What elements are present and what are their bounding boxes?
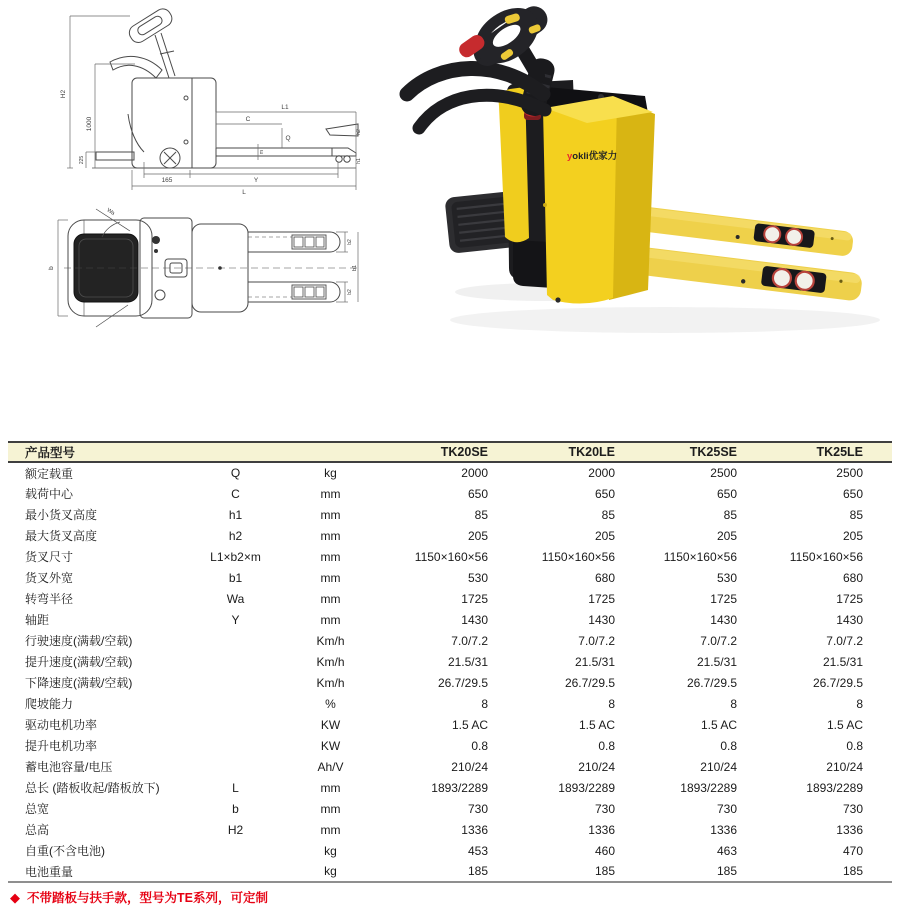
- dim-label-b2-top: b2: [347, 239, 353, 245]
- spec-value-cell-tk20se: 205: [467, 528, 488, 543]
- side-dimension-lines: [67, 16, 356, 190]
- spec-value-cell-tk25le: 1.5 AC: [826, 717, 863, 732]
- spec-value-cell-tk25se: 205: [716, 528, 737, 543]
- spec-value-cell-tk20le: 2000: [588, 466, 615, 480]
- spec-symbol-cell: Wa: [226, 591, 245, 606]
- table-row: [8, 525, 892, 546]
- spec-name-cell: 蓄电池容量/电压: [25, 760, 113, 774]
- spec-unit-cell: mm: [320, 822, 341, 837]
- spec-symbol-cell: Q: [230, 466, 241, 480]
- spec-value-cell-tk20se: 0.8: [471, 738, 488, 753]
- battery-cover: [543, 96, 655, 304]
- spec-name-cell: 总宽: [25, 802, 50, 816]
- spec-value-cell-tk25se: 1893/2289: [680, 780, 737, 795]
- table-row: [8, 798, 892, 819]
- table-row: [8, 630, 892, 651]
- diamond-bullet-icon: ◆: [10, 889, 20, 905]
- spec-value-cell-tk25le: 8: [856, 696, 863, 711]
- spec-name-cell: 行驶速度(满载/空载): [25, 634, 133, 648]
- spec-value-cell-tk20se: 8: [481, 696, 488, 711]
- spec-value-cell-tk20le: 1893/2289: [558, 780, 615, 795]
- table-row: [8, 840, 892, 861]
- spec-symbol-cell: [188, 735, 283, 756]
- spec-unit-cell: %: [325, 696, 336, 711]
- spec-name-cell: 货叉尺寸: [25, 550, 74, 564]
- spec-value-cell-tk20le: 1336: [588, 822, 615, 837]
- spec-value-cell-tk25se: 210/24: [700, 759, 737, 774]
- spec-value-cell-tk20se: 21.5/31: [447, 654, 488, 669]
- table-row: [8, 462, 892, 483]
- spec-value-cell-tk20se: 1893/2289: [431, 780, 488, 795]
- dim-label-b: b: [48, 266, 55, 270]
- brand-logo-text: okli优家力: [572, 151, 618, 162]
- side-dimension-labels: [60, 89, 362, 196]
- spec-unit-cell: KW: [320, 717, 341, 732]
- spec-value-cell-tk25se: 1725: [710, 591, 737, 606]
- model-column-header-tk20se: TK20SE: [378, 442, 488, 462]
- table-row: [8, 504, 892, 525]
- spec-value-cell-tk20se: 1.5 AC: [451, 717, 488, 732]
- dim-label-Q: Q: [285, 135, 291, 142]
- table-row: [8, 714, 892, 735]
- spec-symbol-cell: [188, 693, 283, 714]
- spec-value-cell-tk20se: 7.0/7.2: [451, 633, 488, 648]
- spec-name-cell: 爬坡能力: [25, 697, 74, 711]
- spec-value-cell-tk20le: 650: [594, 486, 615, 501]
- spec-value-cell-tk25se: 7.0/7.2: [700, 633, 737, 648]
- table-row: [8, 546, 892, 567]
- table-row: [8, 735, 892, 756]
- header-unit-col: [283, 442, 378, 462]
- header-product-model: 产品型号: [8, 442, 188, 462]
- spec-value-cell-tk25le: 205: [842, 528, 863, 543]
- spec-symbol-cell: [188, 714, 283, 735]
- dim-label-165: 165: [161, 177, 173, 184]
- spec-value-cell-tk25le: 2500: [836, 466, 863, 480]
- spec-value-cell-tk25se: 8: [730, 696, 737, 711]
- spec-value-cell-tk20le: 1430: [588, 612, 615, 627]
- spec-name-cell: 最小货叉高度: [25, 508, 98, 522]
- spec-unit-cell: kg: [283, 861, 378, 882]
- spec-value-cell-tk20se: 530: [467, 570, 488, 585]
- fork-upper: [637, 206, 854, 257]
- table-row: [8, 693, 892, 714]
- table-row: [8, 777, 892, 798]
- spec-value-cell-tk25le: 7.0/7.2: [826, 633, 863, 648]
- model-column-header-tk25se: TK25SE: [615, 442, 737, 462]
- spec-unit-cell: Ah/V: [317, 759, 344, 774]
- model-column-header-tk25le: TK25LE: [737, 442, 892, 462]
- spec-unit-cell: mm: [320, 780, 341, 795]
- spec-symbol-cell: [188, 672, 283, 693]
- spec-value-cell-tk20se: 26.7/29.5: [437, 675, 488, 690]
- spec-value-cell-tk25se: 21.5/31: [696, 654, 737, 669]
- table-body: [8, 462, 892, 882]
- table-row: [8, 588, 892, 609]
- fork-lower: [631, 246, 863, 302]
- spec-value-cell-tk25se: 185: [615, 861, 737, 882]
- spec-table: [8, 441, 892, 883]
- spec-symbol-cell: b1: [228, 570, 243, 585]
- spec-name-cell: 提升速度(满载/空载): [25, 655, 133, 669]
- spec-unit-cell: Km/h: [316, 675, 345, 690]
- spec-unit-cell: mm: [320, 591, 341, 606]
- spec-value-cell-tk25se: 1430: [710, 612, 737, 627]
- spec-symbol-cell: b: [232, 801, 239, 816]
- dim-label-C: C: [245, 116, 251, 123]
- spec-value-cell-tk25se: 1150×160×56: [663, 549, 737, 564]
- spec-value-cell-tk20se: 85: [474, 507, 488, 522]
- dim-label-1000: 1000: [86, 116, 93, 132]
- dim-label-Wa: Wa: [105, 207, 116, 217]
- spec-value-cell-tk20le: 460: [594, 843, 615, 858]
- spec-name-cell: 转弯半径: [25, 592, 74, 606]
- spec-value-cell-tk25le: 1725: [836, 591, 863, 606]
- table-row: [8, 672, 892, 693]
- spec-value-cell-tk25le: 26.7/29.5: [812, 675, 863, 690]
- dim-label-L: L: [242, 189, 246, 196]
- dim-label-m: m: [259, 149, 265, 155]
- spec-value-cell-tk25se: 650: [716, 486, 737, 501]
- spec-name-cell: 总长 (踏板收起/踏板放下): [25, 781, 160, 795]
- spec-unit-cell: mm: [320, 801, 341, 816]
- spec-value-cell-tk25le: 185: [737, 861, 892, 882]
- brand-logo-initial: y: [567, 151, 573, 162]
- spec-name-cell: 提升电机功率: [25, 739, 98, 753]
- spec-symbol-cell: L: [232, 780, 239, 795]
- spec-value-cell-tk20le: 7.0/7.2: [578, 633, 615, 648]
- spec-value-cell-tk25le: 470: [842, 843, 863, 858]
- dim-label-b1: b1: [352, 264, 358, 272]
- table-row: [8, 651, 892, 672]
- spec-unit-cell: mm: [320, 612, 341, 627]
- spec-unit-cell: mm: [320, 486, 341, 501]
- spec-value-cell-tk25se: 26.7/29.5: [686, 675, 737, 690]
- spec-value-cell-tk20le: 21.5/31: [574, 654, 615, 669]
- spec-value-cell-tk25le: 0.8: [846, 738, 863, 753]
- dim-label-225: 225: [79, 155, 85, 165]
- spec-unit-cell: kg: [324, 466, 337, 480]
- spec-value-cell-tk25le: 210/24: [826, 759, 863, 774]
- spec-unit-cell: Km/h: [316, 633, 345, 648]
- technical-drawings: [40, 2, 362, 340]
- spec-value-cell-tk20le: 1725: [588, 591, 615, 606]
- spec-symbol-cell: L1×b2×m: [210, 549, 261, 564]
- spec-value-cell-tk25le: 85: [849, 507, 863, 522]
- spec-value-cell-tk20le: 85: [601, 507, 615, 522]
- table-row: [8, 567, 892, 588]
- spec-value-cell-tk25le: 1150×160×56: [789, 549, 863, 564]
- table-header-row: [8, 442, 892, 462]
- table-row: [8, 819, 892, 840]
- spec-value-cell-tk20le: 210/24: [578, 759, 615, 774]
- table-row: [8, 609, 892, 630]
- spec-name-cell: 电池重量: [8, 861, 188, 882]
- spec-value-cell-tk20se: 210/24: [451, 759, 488, 774]
- spec-value-cell-tk20se: 185: [378, 861, 488, 882]
- spec-symbol-cell: h1: [228, 507, 243, 522]
- spec-unit-cell: mm: [320, 570, 341, 585]
- spec-value-cell-tk20se: 730: [467, 801, 488, 816]
- pallet-truck-illustration: [395, 0, 895, 348]
- spec-value-cell-tk25le: 1893/2289: [806, 780, 863, 795]
- dim-label-H2: H2: [60, 89, 67, 99]
- spec-symbol-cell: H2: [227, 822, 244, 837]
- brand-logo: [567, 150, 617, 162]
- spec-symbol-cell: h2: [228, 528, 243, 543]
- dim-label-h1: h1: [356, 158, 362, 164]
- dim-label-L1: L1: [281, 104, 289, 111]
- spec-value-cell-tk20le: 730: [594, 801, 615, 816]
- spec-name-cell: 额定载重: [25, 466, 74, 481]
- spec-unit-cell: kg: [324, 843, 337, 858]
- drawing-tiller-head: [126, 6, 175, 46]
- spec-value-cell-tk20se: 2000: [461, 466, 488, 480]
- spec-value-cell-tk25le: 650: [842, 486, 863, 501]
- spec-symbol-cell: [188, 630, 283, 651]
- spec-value-cell-tk20le: 185: [488, 861, 615, 882]
- spec-value-cell-tk25le: 1430: [836, 612, 863, 627]
- spec-value-cell-tk20le: 1.5 AC: [578, 717, 615, 732]
- spec-symbol-cell: [188, 840, 283, 861]
- spec-value-cell-tk25se: 2500: [710, 466, 737, 480]
- spec-value-cell-tk20le: 8: [608, 696, 615, 711]
- spec-value-cell-tk20se: 453: [467, 843, 488, 858]
- technical-drawings-svg: [40, 2, 362, 340]
- spec-value-cell-tk20se: 1430: [461, 612, 488, 627]
- spec-value-cell-tk20le: 0.8: [598, 738, 615, 753]
- spec-name-cell: 载荷中心: [25, 487, 74, 501]
- dim-label-h2: h2: [356, 129, 362, 135]
- spec-value-cell-tk25le: 730: [842, 801, 863, 816]
- spec-value-cell-tk20le: 680: [594, 570, 615, 585]
- spec-value-cell-tk20le: 1150×160×56: [541, 549, 615, 564]
- table-row: [8, 861, 892, 882]
- footnote: [10, 888, 268, 906]
- spec-value-cell-tk25se: 0.8: [720, 738, 737, 753]
- spec-name-cell: 自重(不含电池): [25, 844, 105, 858]
- table-row: [8, 483, 892, 504]
- spec-name-cell: 轴距: [25, 613, 50, 627]
- spec-symbol-cell: [188, 756, 283, 777]
- spec-name-cell: 下降速度(满载/空载): [25, 676, 133, 690]
- spec-value-cell-tk25se: 730: [716, 801, 737, 816]
- spec-value-cell-tk25le: 680: [842, 570, 863, 585]
- product-photo: [395, 0, 895, 348]
- shadow: [450, 307, 880, 333]
- spec-symbol-cell: [188, 651, 283, 672]
- header-symbol-col: [188, 442, 283, 462]
- model-column-header-tk20le: TK20LE: [488, 442, 615, 462]
- spec-value-cell-tk20le: 26.7/29.5: [564, 675, 615, 690]
- spec-unit-cell: mm: [320, 507, 341, 522]
- spec-value-cell-tk25le: 21.5/31: [822, 654, 863, 669]
- spec-symbol-cell: [188, 861, 283, 882]
- spec-name-cell: 驱动电机功率: [25, 718, 98, 732]
- spec-value-cell-tk20se: 1336: [461, 822, 488, 837]
- spec-value-cell-tk20se: 650: [467, 486, 488, 501]
- dim-label-Y: Y: [253, 177, 259, 184]
- spec-unit-cell: Km/h: [316, 654, 345, 669]
- spec-value-cell-tk25se: 1336: [710, 822, 737, 837]
- spec-unit-cell: mm: [320, 549, 341, 564]
- spec-value-cell-tk25se: 463: [716, 843, 737, 858]
- spec-name-cell: 最大货叉高度: [25, 529, 98, 543]
- spec-value-cell-tk20se: 1725: [461, 591, 488, 606]
- spec-value-cell-tk25se: 85: [723, 507, 737, 522]
- spec-symbol-cell: C: [231, 486, 240, 501]
- side-view-drawing: [60, 6, 362, 196]
- spec-name-cell: 总高: [25, 823, 50, 837]
- top-view-drawing: [48, 207, 358, 327]
- footnote-text: 不带踏板与扶手款，型号为TE系列，可定制: [27, 891, 268, 905]
- spec-symbol-cell: Y: [231, 612, 240, 627]
- spec-value-cell-tk25se: 530: [716, 570, 737, 585]
- spec-value-cell-tk20le: 205: [594, 528, 615, 543]
- spec-value-cell-tk25le: 1336: [836, 822, 863, 837]
- specification-table: [8, 441, 892, 883]
- spec-name-cell: 货叉外宽: [25, 571, 74, 585]
- table-row: [8, 756, 892, 777]
- spec-unit-cell: mm: [320, 528, 341, 543]
- spec-value-cell-tk20se: 1150×160×56: [414, 549, 488, 564]
- dim-label-b2-bottom: b2: [347, 289, 353, 295]
- spec-value-cell-tk25se: 1.5 AC: [700, 717, 737, 732]
- spec-unit-cell: KW: [320, 738, 341, 753]
